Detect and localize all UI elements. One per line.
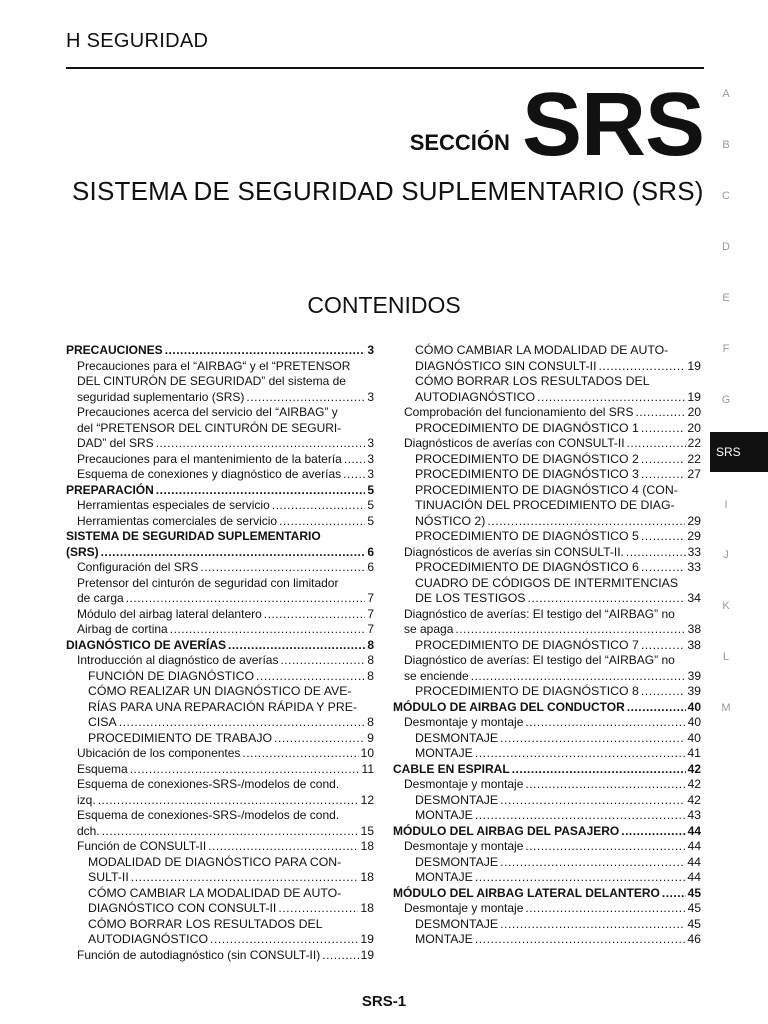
toc-entry-text: Desmontaje y montaje (404, 839, 524, 853)
toc-entry-text: DE LOS TESTIGOS (415, 591, 526, 605)
toc-leader-dots (322, 948, 358, 964)
toc-leader-dots (279, 514, 365, 530)
toc-leader-dots (500, 731, 685, 747)
toc-leader-dots (101, 545, 366, 561)
toc-leader-dots (525, 777, 685, 793)
toc-entry[interactable] (393, 529, 701, 545)
toc-entry-page: 7 (367, 606, 374, 621)
toc-entry-page: 6 (367, 560, 374, 574)
toc-entry-text: Introducción al diagnóstico de averías (77, 653, 279, 667)
toc-entry-text: PROCEDIMIENTO DE DIAGNÓSTICO 7 (415, 637, 639, 652)
toc-entry[interactable] (66, 700, 374, 716)
toc-entry[interactable] (393, 855, 701, 871)
toc-entry-text: Precauciones para el “AIRBAG“ y el “PRETENSOR (77, 358, 351, 373)
toc-left-column (66, 343, 374, 963)
toc-entry-page: 22 (687, 436, 701, 450)
toc-entry-page: 44 (687, 823, 701, 838)
toc-entry[interactable] (66, 452, 374, 468)
toc-entry-page: 34 (687, 591, 701, 605)
toc-leader-dots (500, 793, 685, 809)
toc-entry-page: 8 (367, 668, 374, 683)
toc-entry-text: Airbag de cortina (77, 622, 168, 636)
toc-entry-text: Esquema de conexiones y diagnóstico de averías (77, 467, 342, 481)
toc-entry[interactable] (66, 839, 374, 855)
toc-entry[interactable] (66, 545, 374, 561)
toc-entry[interactable] (393, 715, 701, 731)
toc-entry-text: del “PRETENSOR DEL CINTURÓN DE SEGURI- (77, 420, 342, 435)
toc-entry-page: 5 (367, 482, 374, 497)
toc-entry[interactable] (393, 467, 701, 483)
toc-leader-dots (156, 436, 366, 452)
toc-leader-dots (455, 622, 685, 638)
toc-entry-text: PRECAUCIONES (66, 343, 163, 357)
toc-entry[interactable] (66, 948, 374, 964)
toc-entry-text: Ubicación de los componentes (77, 746, 241, 760)
toc-entry-text: SISTEMA DE SEGURIDAD SUPLEMENTARIO (66, 529, 321, 543)
toc-entry-page: 5 (367, 513, 374, 528)
toc-entry[interactable] (66, 870, 374, 886)
toc-entry[interactable] (66, 498, 374, 514)
toc-entry-text: se enciende (404, 668, 469, 683)
toc-entry[interactable] (66, 359, 374, 375)
toc-leader-dots (126, 591, 366, 607)
toc-entry-text: izq. (77, 792, 96, 807)
toc-entry-text: MÓDULO DEL AIRBAG DEL PASAJERO (393, 823, 620, 838)
toc-entry[interactable] (393, 498, 701, 514)
toc-entry-text: MODALIDAD DE DIAGNÓSTICO PARA CON- (88, 854, 342, 869)
toc-entry-text: CUADRO DE CÓDIGOS DE INTERMITENCIAS (415, 575, 679, 590)
toc-entry-text: Esquema de conexiones-SRS-/modelos de cond. (77, 777, 340, 791)
toc-entry[interactable] (393, 421, 701, 437)
toc-leader-dots (200, 560, 365, 576)
side-index-letter[interactable]: C (722, 190, 730, 202)
toc-entry-text: de carga (77, 591, 124, 605)
toc-entry-page: 40 (687, 699, 701, 714)
toc-entry-text: MÓDULO DE AIRBAG DEL CONDUCTOR (393, 699, 625, 714)
toc-leader-dots (475, 870, 685, 886)
toc-entry-page: 44 (687, 839, 701, 853)
toc-entry-text: Precauciones para el mantenimiento de la batería (77, 451, 342, 466)
toc-entry[interactable] (66, 421, 374, 437)
toc-entry-page: 19 (360, 947, 374, 962)
toc-entry[interactable] (66, 669, 374, 685)
toc-entry-page: 10 (360, 746, 374, 760)
toc-entry[interactable] (393, 839, 701, 855)
toc-entry-page: 45 (687, 916, 701, 931)
toc-entry-text: Comprobación del funcionamiento del SRS (404, 405, 634, 419)
toc-entry-page: 29 (687, 529, 701, 543)
toc-leader-dots (525, 839, 685, 855)
toc-leader-dots (627, 436, 686, 452)
toc-leader-dots (471, 669, 686, 685)
toc-leader-dots (500, 917, 685, 933)
toc-entry-page: 5 (367, 498, 374, 512)
toc-entry[interactable] (393, 917, 701, 933)
toc-entry-text: Diagnóstico de averías: El testigo del “AIRBAG” no (404, 653, 675, 667)
toc-entry-page: 19 (360, 932, 374, 946)
toc-entry[interactable] (66, 638, 374, 654)
toc-leader-dots (621, 824, 685, 840)
toc-leader-dots (119, 715, 365, 731)
toc-entry-page: 3 (367, 451, 374, 466)
toc-leader-dots (641, 529, 685, 545)
toc-entry-text: DESMONTAJE (415, 916, 499, 931)
toc-entry[interactable] (393, 932, 701, 948)
toc-entry[interactable] (66, 607, 374, 623)
section-badge (409, 75, 704, 175)
toc-leader-dots (98, 793, 359, 809)
toc-entry[interactable] (393, 777, 701, 793)
side-index-letter[interactable]: A (722, 88, 730, 100)
toc-entry-text: MÓDULO DEL AIRBAG LATERAL DELANTERO (393, 885, 660, 900)
toc-entry[interactable] (66, 560, 374, 576)
toc-entry[interactable] (66, 374, 374, 390)
toc-entry-page: 44 (687, 870, 701, 884)
toc-entry-text: DESMONTAJE (415, 792, 499, 807)
toc-entry-page: 42 (687, 792, 701, 807)
toc-entry-page: 15 (360, 823, 374, 838)
toc-leader-dots (344, 452, 365, 468)
toc-entry-page: 8 (367, 715, 374, 729)
toc-entry-page: 27 (687, 467, 701, 481)
toc-entry-text: CISA (88, 715, 117, 729)
toc-leader-dots (599, 359, 686, 375)
toc-entry-text: PROCEDIMIENTO DE DIAGNÓSTICO 5 (415, 529, 639, 543)
toc-entry-page: 3 (367, 343, 374, 357)
toc-leader-dots (500, 855, 685, 871)
toc-entry[interactable] (393, 545, 701, 561)
toc-leader-dots (641, 684, 685, 700)
toc-entry[interactable] (393, 870, 701, 886)
toc-entry-page: 20 (687, 420, 701, 435)
toc-leader-dots (641, 638, 685, 654)
toc-entry-text: Diagnóstico de averías: El testigo del “AIRBAG” no (404, 606, 675, 621)
toc-entry-text: Pretensor del cinturón de seguridad con limitador (77, 575, 339, 590)
toc-entry-page: 33 (687, 544, 701, 559)
toc-leader-dots (246, 390, 365, 406)
toc-entry[interactable] (66, 746, 374, 762)
toc-entry-page: 18 (360, 870, 374, 884)
toc-entry-page: 22 (687, 451, 701, 466)
toc-entry[interactable] (66, 576, 374, 592)
toc-entry-text: DAD” del SRS (77, 436, 154, 450)
side-index-letter[interactable]: I (724, 499, 728, 511)
toc-entry[interactable] (66, 467, 374, 483)
toc-entry-text: CÓMO BORRAR LOS RESULTADOS DEL (415, 374, 650, 388)
toc-entry-text: Diagnósticos de averías sin CONSULT-II. (404, 544, 624, 559)
side-index-letter[interactable]: M (721, 702, 731, 714)
side-index-letter[interactable]: D (722, 241, 730, 253)
toc-leader-dots (210, 932, 358, 948)
toc-entry-text: DIAGNÓSTICO DE AVERÍAS (66, 637, 227, 652)
toc-entry[interactable] (66, 483, 374, 499)
toc-entry-text: PREPARACIÓN (66, 482, 154, 497)
toc-leader-dots (475, 808, 685, 824)
side-index-letter[interactable]: G (721, 394, 731, 406)
toc-entry-text: SULT-II (88, 870, 129, 884)
toc-entry-page: 42 (687, 761, 701, 776)
toc-entry-page: 39 (687, 684, 701, 698)
toc-leader-dots (635, 405, 685, 421)
toc-entry[interactable] (393, 359, 701, 375)
toc-entry[interactable] (393, 374, 701, 390)
toc-entry[interactable] (393, 622, 701, 638)
toc-entry[interactable] (393, 436, 701, 452)
toc-leader-dots (131, 870, 359, 886)
toc-entry-text: PROCEDIMIENTO DE TRABAJO (88, 730, 273, 745)
toc-entry[interactable] (66, 514, 374, 530)
toc-leader-dots (242, 746, 358, 762)
toc-leader-dots (641, 421, 685, 437)
toc-entry-text: Desmontaje y montaje (404, 777, 524, 791)
toc-entry-page: 41 (687, 746, 701, 760)
toc-entry-page: 38 (687, 637, 701, 652)
side-index-letter[interactable]: B (722, 139, 730, 151)
toc-entry-page: 7 (367, 591, 374, 605)
toc-entry[interactable] (393, 483, 701, 499)
toc-entry-page: 8 (367, 637, 374, 652)
toc-entry[interactable] (66, 653, 374, 669)
toc-entry-page: 45 (687, 885, 701, 900)
toc-entry-text: Herramientas especiales de servicio (77, 498, 270, 512)
toc-leader-dots (256, 669, 365, 685)
toc-entry[interactable] (393, 390, 701, 406)
toc-entry-page: 3 (367, 467, 374, 481)
toc-entry[interactable] (393, 669, 701, 685)
toc-entry-text: Desmontaje y montaje (404, 715, 524, 729)
toc-entry[interactable] (66, 901, 374, 917)
toc-entry[interactable] (393, 405, 701, 421)
toc-entry[interactable] (66, 917, 374, 933)
toc-entry-page: 38 (687, 622, 701, 636)
toc-entry[interactable] (66, 731, 374, 747)
toc-leader-dots (525, 715, 685, 731)
toc-leader-dots (130, 762, 360, 778)
toc-entry-page: 19 (687, 389, 701, 404)
toc-entry-text: Función de autodiagnóstico (sin CONSULT-II) (77, 947, 321, 962)
toc-entry[interactable] (393, 808, 701, 824)
toc-entry[interactable] (393, 700, 701, 716)
toc-entry[interactable] (66, 684, 374, 700)
page-title: SISTEMA DE SEGURIDAD SUPLEMENTARIO (SRS) (72, 176, 704, 206)
toc-leader-dots (662, 886, 686, 902)
toc-entry-text: seguridad suplementario (SRS) (77, 389, 245, 404)
toc-entry-text: Precauciones acerca del servicio del “AIRBAG” y (77, 405, 338, 419)
toc-entry-page: 40 (687, 730, 701, 745)
toc-entry[interactable] (66, 824, 374, 840)
toc-entry-page: 6 (367, 544, 374, 559)
toc-entry-text: CÓMO CAMBIAR LA MODALIDAD DE AUTO- (88, 885, 342, 900)
toc-entry-text: PROCEDIMIENTO DE DIAGNÓSTICO 6 (415, 560, 639, 574)
toc-entry[interactable] (66, 808, 374, 824)
toc-entry[interactable] (66, 793, 374, 809)
toc-entry-text: Configuración del SRS (77, 560, 199, 574)
toc-entry-text: MONTAJE (415, 808, 473, 822)
toc-entry-text: PROCEDIMIENTO DE DIAGNÓSTICO 4 (CON- (415, 482, 678, 497)
toc-leader-dots (537, 390, 685, 406)
toc-entry-text: Desmontaje y montaje (404, 901, 524, 915)
toc-entry-text: DEL CINTURÓN DE SEGURIDAD” del sistema de (77, 374, 346, 388)
toc-leader-dots (512, 762, 686, 778)
toc-leader-dots (641, 467, 685, 483)
toc-entry-page: 7 (367, 622, 374, 636)
toc-entry[interactable] (393, 607, 701, 623)
toc-entry-text: AUTODIAGNÓSTICO (415, 389, 536, 404)
toc-entry-page: 42 (687, 777, 701, 791)
contents-heading: CONTENIDOS (307, 292, 461, 318)
toc-entry[interactable] (66, 591, 374, 607)
toc-entry-text: Módulo del airbag lateral delantero (77, 606, 262, 621)
toc-entry[interactable] (66, 855, 374, 871)
toc-entry-text: CÓMO REALIZAR UN DIAGNÓSTICO DE AVE- (88, 684, 352, 698)
toc-entry-page: 33 (687, 560, 701, 574)
toc-leader-dots (272, 498, 366, 514)
section-code: SRS (521, 75, 704, 175)
side-index-letter[interactable]: L (722, 651, 730, 663)
toc-entry[interactable] (66, 715, 374, 731)
toc-entry-text: DESMONTAJE (415, 730, 499, 745)
toc-entry[interactable] (66, 762, 374, 778)
toc-entry[interactable] (393, 746, 701, 762)
toc-entry-page: 11 (361, 761, 374, 776)
toc-entry-text: AUTODIAGNÓSTICO (88, 932, 209, 946)
toc-leader-dots (343, 467, 365, 483)
toc-entry-page: 12 (360, 792, 374, 807)
side-index-letter[interactable]: E (722, 292, 730, 304)
side-index-active-tab[interactable]: SRS (710, 432, 768, 472)
toc-entry-text: (SRS) (66, 544, 99, 559)
toc-entry-text: TINUACIÓN DEL PROCEDIMIENTO DE DIAG- (415, 498, 675, 512)
toc-entry[interactable] (66, 529, 374, 545)
toc-leader-dots (208, 839, 358, 855)
toc-leader-dots (641, 560, 685, 576)
toc-entry[interactable] (66, 436, 374, 452)
toc-entry[interactable] (393, 901, 701, 917)
toc-entry-page: 8 (367, 653, 374, 667)
toc-entry-page: 44 (687, 854, 701, 869)
toc-entry-page: 9 (367, 730, 374, 745)
toc-leader-dots (525, 901, 685, 917)
toc-entry-text: Función de CONSULT-II (77, 839, 207, 853)
toc-entry-text: PROCEDIMIENTO DE DIAGNÓSTICO 2 (415, 451, 639, 466)
toc-entry[interactable] (66, 886, 374, 902)
toc-entry[interactable] (66, 622, 374, 638)
toc-entry[interactable] (393, 793, 701, 809)
toc-entry-page: 20 (687, 405, 701, 419)
toc-entry-text: DIAGNÓSTICO SIN CONSULT-II (415, 358, 597, 373)
toc-entry-text: se apaga (404, 622, 454, 636)
side-index-letter[interactable]: F (722, 343, 730, 355)
toc-entry-page: 39 (687, 668, 701, 683)
toc-entry-text: CÓMO CAMBIAR LA MODALIDAD DE AUTO- (415, 343, 669, 357)
toc-entry-page: 46 (687, 932, 701, 946)
toc-leader-dots (165, 343, 366, 359)
toc-entry[interactable] (66, 405, 374, 421)
toc-entry[interactable] (393, 886, 701, 902)
toc-entry[interactable] (393, 638, 701, 654)
toc-entry-text: MONTAJE (415, 746, 473, 760)
toc-entry-page: 18 (360, 901, 374, 915)
page-number: SRS-1 (361, 993, 407, 1010)
toc-entry-page: 45 (687, 901, 701, 915)
toc-leader-dots (626, 545, 686, 561)
seccion-label: SECCIÓN (409, 130, 510, 155)
toc-entry-page: 3 (367, 436, 374, 450)
toc-entry-page: 19 (687, 358, 701, 373)
toc-entry-text: MONTAJE (415, 932, 473, 946)
toc-entry[interactable] (393, 452, 701, 468)
toc-entry-text: RÍAS PARA UNA REPARACIÓN RÁPIDA Y PRE- (88, 699, 358, 714)
toc-entry[interactable] (66, 343, 374, 359)
toc-leader-dots (264, 607, 366, 623)
toc-entry[interactable] (66, 777, 374, 793)
toc-entry-text: PROCEDIMIENTO DE DIAGNÓSTICO 1 (415, 420, 639, 435)
side-index-letter[interactable]: K (722, 600, 730, 612)
header-divider (66, 67, 704, 69)
toc-entry[interactable] (393, 514, 701, 530)
toc-leader-dots (641, 452, 685, 468)
toc-entry-page: 40 (687, 715, 701, 729)
toc-entry-text: PROCEDIMIENTO DE DIAGNÓSTICO 8 (415, 684, 639, 698)
toc-leader-dots (487, 514, 685, 530)
toc-entry[interactable] (393, 762, 701, 778)
toc-entry-page: 29 (687, 513, 701, 528)
toc-entry-text: CABLE EN ESPIRAL (393, 761, 510, 776)
toc-entry[interactable] (393, 824, 701, 840)
toc-entry[interactable] (66, 932, 374, 948)
toc-entry-text: Esquema de conexiones-SRS-/modelos de cond. (77, 808, 340, 822)
toc-leader-dots (475, 932, 685, 948)
toc-entry-text: Esquema (77, 761, 128, 776)
toc-entry-text: CÓMO BORRAR LOS RESULTADOS DEL (88, 916, 323, 931)
toc-leader-dots (274, 731, 365, 747)
toc-entry[interactable] (393, 560, 701, 576)
toc-entry-text: Diagnósticos de averías con CONSULT-II (404, 436, 625, 450)
toc-leader-dots (102, 824, 359, 840)
toc-entry[interactable] (393, 684, 701, 700)
toc-leader-dots (280, 653, 365, 669)
toc-entry[interactable] (66, 390, 374, 406)
toc-entry-text: MONTAJE (415, 870, 473, 884)
toc-entry-page: 3 (367, 389, 374, 404)
toc-leader-dots (170, 622, 366, 638)
toc-leader-dots (278, 901, 358, 917)
toc-leader-dots (228, 638, 365, 654)
toc-entry[interactable] (393, 731, 701, 747)
toc-entry-text: NÓSTICO 2) (415, 513, 486, 528)
toc-right-column (393, 343, 701, 948)
toc-entry-text: dch. (77, 823, 100, 838)
toc-entry-page: 43 (687, 808, 701, 822)
toc-entry-text: Herramientas comerciales de servicio (77, 513, 278, 528)
side-index-letter[interactable]: J (723, 549, 729, 561)
toc-leader-dots (156, 483, 366, 499)
toc-leader-dots (475, 746, 685, 762)
toc-leader-dots (527, 591, 685, 607)
toc-entry[interactable] (393, 343, 701, 359)
toc-entry-page: 18 (360, 839, 374, 853)
toc-leader-dots (627, 700, 686, 716)
section-header: H SEGURIDAD (66, 30, 209, 52)
toc-entry[interactable] (393, 653, 701, 669)
toc-entry[interactable] (393, 591, 701, 607)
toc-entry-text: DIAGNÓSTICO CON CONSULT-II (88, 901, 277, 915)
toc-entry[interactable] (393, 576, 701, 592)
toc-entry-text: PROCEDIMIENTO DE DIAGNÓSTICO 3 (415, 467, 639, 481)
toc-entry-text: FUNCIÓN DE DIAGNÓSTICO (88, 668, 255, 683)
toc-entry-text: DESMONTAJE (415, 854, 499, 869)
